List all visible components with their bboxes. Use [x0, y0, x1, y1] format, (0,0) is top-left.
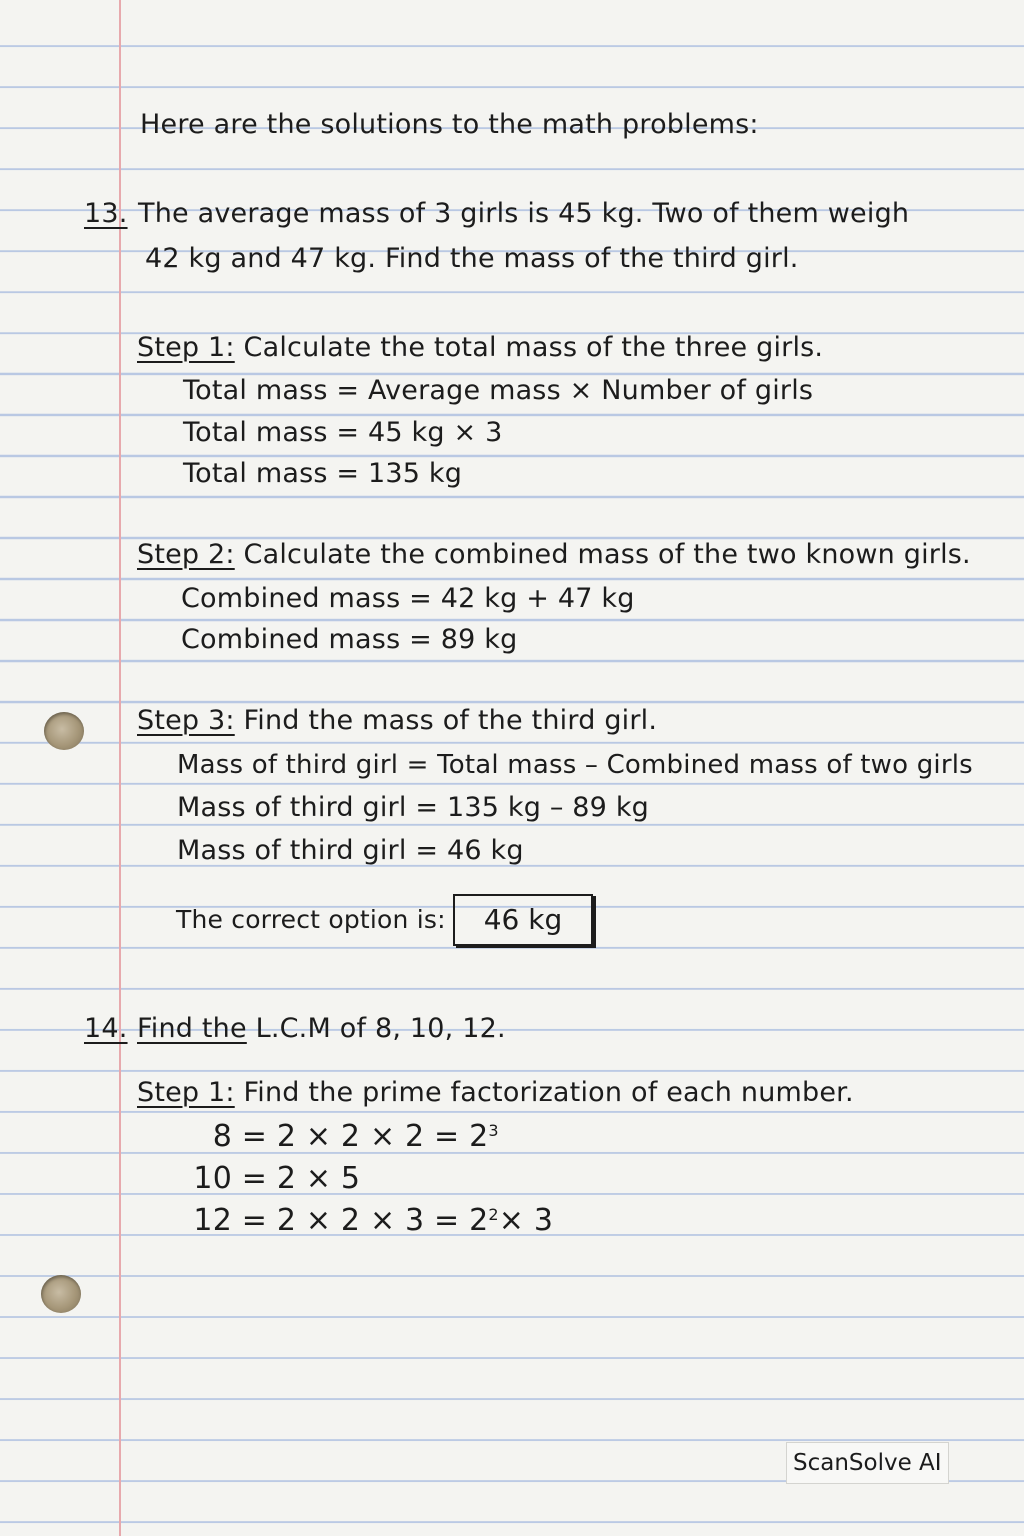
step-title: Calculate the combined mass of the two known girls.	[243, 539, 971, 570]
factorization-number: 12	[193, 1203, 232, 1238]
step-label: Step 1:	[137, 332, 235, 363]
step-label: Step 1:	[137, 1077, 235, 1108]
q13-step-1-line-3: Total mass = 135 kg	[183, 458, 463, 489]
factorization-expression: = 2 × 5	[241, 1161, 361, 1196]
q14-step-1-heading	[137, 1076, 854, 1110]
factorization-number: 10	[193, 1161, 232, 1196]
step-label: Step 2:	[137, 539, 235, 570]
q13-step-3-heading	[137, 704, 657, 738]
q13-step-3-line-1: Mass of third girl = Total mass – Combined mass of two girls	[177, 750, 973, 780]
factorization-power: 2	[488, 1205, 499, 1224]
question-13-text-line-2: 42 kg and 47 kg. Find the mass of the third girl.	[145, 243, 799, 274]
factorization-power: 3	[488, 1121, 499, 1140]
question-14-text-rest: L.C.M of 8, 10, 12.	[246, 1013, 506, 1044]
brand-watermark: ScanSolve AI	[786, 1442, 949, 1484]
question-14-underlined-text: Find the	[137, 1013, 247, 1044]
punch-hole-upper	[44, 712, 84, 750]
question-14-text	[137, 1012, 506, 1046]
factorization-number: 8	[212, 1119, 232, 1154]
factorization-row	[190, 1204, 553, 1238]
step-title: Find the mass of the third girl.	[243, 705, 658, 736]
q13-step-1-line-1: Total mass = Average mass × Number of girls	[183, 375, 814, 406]
intro-text: Here are the solutions to the math problems:	[140, 109, 759, 140]
q13-step-1-heading	[137, 331, 823, 365]
answer-box: 46 kg	[453, 894, 593, 946]
q13-step-3-line-2: Mass of third girl = 135 kg – 89 kg	[177, 792, 650, 823]
factorization-row	[190, 1120, 499, 1154]
step-label: Step 3:	[137, 705, 235, 736]
q13-step-3-line-3: Mass of third girl = 46 kg	[177, 835, 524, 866]
factorization-expression: = 2 × 2 × 2 = 2	[241, 1119, 489, 1154]
step-title: Find the prime factorization of each number.	[243, 1077, 854, 1108]
factorization-expression: = 2 × 2 × 3 = 2	[241, 1203, 489, 1238]
factorization-row	[190, 1162, 360, 1196]
question-14-number: 14.	[84, 1013, 128, 1044]
step-title: Calculate the total mass of the three girls.	[243, 332, 824, 363]
q13-step-1-line-2: Total mass = 45 kg × 3	[183, 417, 503, 448]
q13-step-2-line-1: Combined mass = 42 kg + 47 kg	[181, 583, 635, 614]
question-13-number: 13.	[84, 198, 128, 229]
answer-label: The correct option is:	[176, 905, 446, 934]
q13-step-2-line-2: Combined mass = 89 kg	[181, 624, 518, 655]
factorization-tail: × 3	[498, 1203, 554, 1238]
question-13-text-line-1: The average mass of 3 girls is 45 kg. Two of them weigh	[138, 198, 910, 229]
punch-hole-lower	[41, 1275, 81, 1313]
q13-step-2-heading	[137, 538, 971, 572]
